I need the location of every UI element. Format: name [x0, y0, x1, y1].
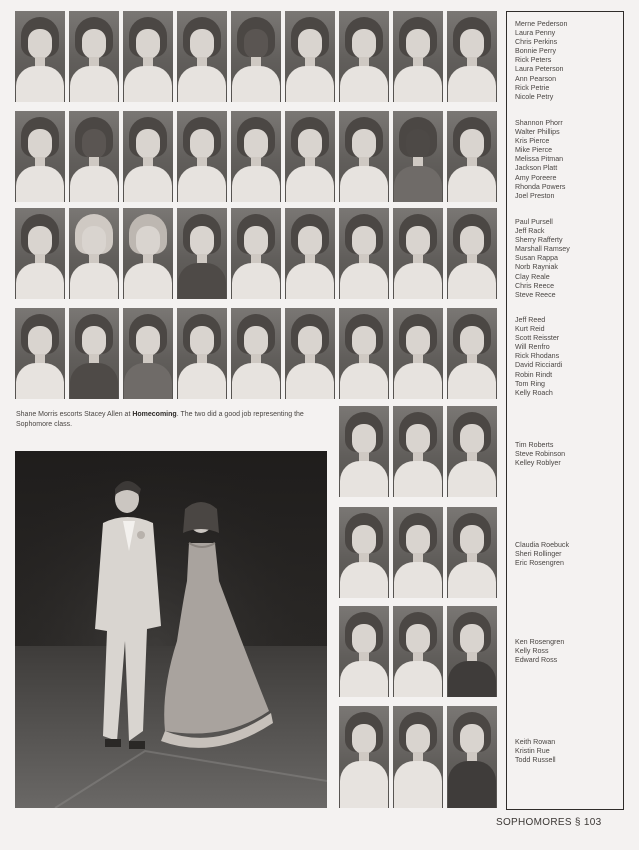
name-list-group-7	[515, 638, 615, 665]
portrait-photo	[393, 507, 443, 598]
portrait-photo	[69, 308, 119, 399]
student-name: Ann Pearson	[515, 74, 557, 83]
portrait-photo	[447, 606, 497, 697]
portrait-photo	[231, 11, 281, 102]
homecoming-photo	[15, 451, 327, 808]
student-name: Steve Reece	[515, 290, 556, 299]
student-name: Sheri Rollinger	[515, 550, 562, 559]
student-name: Eric Rosengren	[515, 559, 564, 568]
portrait-photo	[393, 606, 443, 697]
student-name: Edward Ross	[515, 656, 558, 665]
caption-text-before: Shane Morris escorts Stacey Allen at	[16, 411, 133, 418]
portrait-photo	[285, 208, 335, 299]
student-name: Shannon Phorr	[515, 119, 563, 127]
portrait-photo	[123, 208, 173, 299]
portrait-photo	[231, 308, 281, 399]
portrait-photo	[339, 606, 389, 697]
student-name: Ken Rosengren	[515, 638, 565, 646]
page-number: 103	[583, 817, 602, 828]
student-name: Jeff Rack	[515, 227, 545, 236]
student-name: Nicole Petry	[515, 92, 554, 101]
portrait-photo	[393, 11, 443, 102]
student-name: Merne Pederson	[515, 20, 568, 28]
student-name: Mike Pierce	[515, 146, 553, 155]
name-list-group-8	[515, 738, 615, 765]
homecoming-photo-illustration	[15, 451, 327, 808]
student-name: Keith Rowan	[515, 738, 556, 746]
portrait-photo	[69, 208, 119, 299]
portrait-photo	[339, 706, 389, 808]
student-name: Amy Poreere	[515, 173, 557, 182]
portrait-photo	[339, 11, 389, 102]
portrait-photo	[69, 11, 119, 102]
student-name: Rick Petrie	[515, 83, 550, 92]
student-name: Tim Roberts	[515, 441, 554, 449]
student-name: Jeff Reed	[515, 316, 546, 324]
student-name: Walter Phillips	[515, 128, 560, 137]
student-name: Rick Peters	[515, 56, 552, 65]
portrait-photo	[177, 308, 227, 399]
student-name: Robin Rindt	[515, 370, 553, 379]
section-title: SOPHOMORES	[496, 817, 572, 828]
caption-text-after: . The two did a good job representing the Sophomore class.	[16, 411, 304, 428]
student-name: Will Renfro	[515, 343, 550, 352]
name-list-group-3	[515, 218, 615, 300]
student-name: Clay Reale	[515, 272, 550, 281]
student-name: Chris Reece	[515, 281, 555, 290]
portrait-photo	[15, 308, 65, 399]
student-name: Marshall Ramsey	[515, 245, 570, 254]
portrait-photo	[15, 208, 65, 299]
student-name: Laura Peterson	[515, 65, 564, 74]
portrait-photo	[231, 111, 281, 202]
portrait-photo	[447, 208, 497, 299]
portrait-photo	[447, 706, 497, 808]
name-list-group-5	[515, 441, 615, 468]
section-mark: §	[574, 817, 581, 828]
portrait-photo	[447, 507, 497, 598]
portrait-photo	[339, 208, 389, 299]
student-name: Bonnie Perry	[515, 47, 557, 56]
portrait-photo	[393, 111, 443, 202]
student-name: David Ricciardi	[515, 361, 563, 370]
student-name: Kelly Roach	[515, 388, 553, 397]
student-name: Scott Reisster	[515, 334, 560, 343]
student-name: Kelly Ross	[515, 647, 549, 656]
student-name: Susan Rappa	[515, 254, 558, 263]
portrait-photo	[339, 308, 389, 399]
portrait-photo	[123, 308, 173, 399]
student-name: Kurt Reid	[515, 325, 545, 334]
portrait-photo	[15, 11, 65, 102]
portrait-photo	[69, 111, 119, 202]
student-name: Norb Rayniak	[515, 263, 558, 272]
name-list-group-6	[515, 541, 615, 568]
portrait-photo	[339, 406, 389, 497]
student-name: Kristin Rue	[515, 747, 550, 756]
student-name: Kelley Roblyer	[515, 459, 561, 468]
portrait-photo	[393, 406, 443, 497]
portrait-photo	[123, 11, 173, 102]
student-name: Tom Ring	[515, 379, 545, 388]
portrait-photo	[177, 11, 227, 102]
student-name: Chris Perkins	[515, 38, 558, 47]
student-name: Claudia Roebuck	[515, 541, 570, 549]
student-name: Steve Robinson	[515, 450, 566, 459]
student-name: Sherry Rafferty	[515, 236, 563, 245]
portrait-photo	[15, 111, 65, 202]
student-name: Laura Penny	[515, 29, 556, 38]
portrait-photo	[123, 111, 173, 202]
name-list-group-2	[515, 119, 615, 201]
portrait-photo	[447, 406, 497, 497]
student-name: Melissa Pitman	[515, 155, 564, 164]
student-name: Rhonda Powers	[515, 182, 566, 191]
portrait-photo	[447, 308, 497, 399]
student-name: Todd Russell	[515, 756, 556, 765]
photo-caption	[16, 410, 334, 430]
portrait-photo	[393, 308, 443, 399]
portrait-photo	[339, 507, 389, 598]
caption-bold: Homecoming	[132, 411, 177, 418]
portrait-photo	[393, 706, 443, 808]
portrait-photo	[231, 208, 281, 299]
portrait-photo	[285, 11, 335, 102]
student-name: Rick Rhodans	[515, 352, 560, 361]
portrait-photo	[285, 111, 335, 202]
student-name: Paul Pursell	[515, 218, 553, 226]
portrait-photo	[177, 111, 227, 202]
portrait-photo	[447, 11, 497, 102]
portrait-photo	[447, 111, 497, 202]
student-name: Kris Pierce	[515, 137, 550, 146]
portrait-photo	[177, 208, 227, 299]
student-name: Jackson Platt	[515, 164, 558, 173]
portrait-photo	[393, 208, 443, 299]
portrait-photo	[339, 111, 389, 202]
portrait-photo	[285, 308, 335, 399]
name-list-group-1	[515, 20, 615, 102]
student-name: Joel Preston	[515, 191, 555, 200]
page-footer	[496, 817, 601, 828]
name-list-group-4	[515, 316, 615, 398]
